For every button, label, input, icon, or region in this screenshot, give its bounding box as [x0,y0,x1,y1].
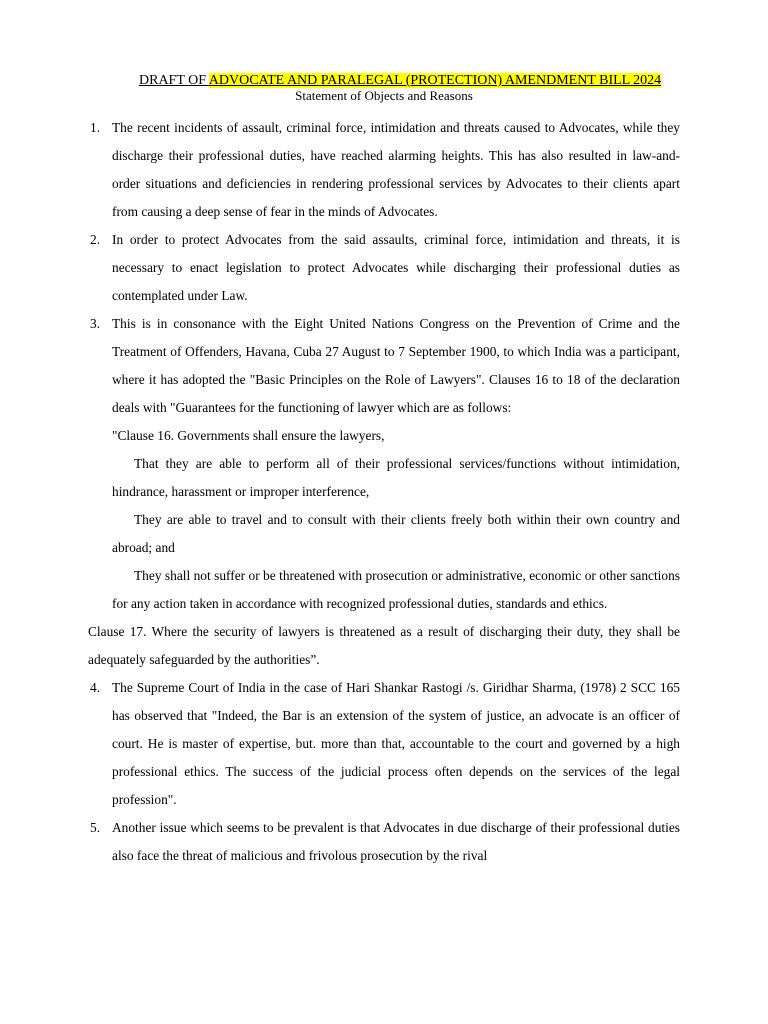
title-highlighted: ADVOCATE AND PARALEGAL (PROTECTION) AMENDMENT BILL 2024 [208,73,662,88]
clause-16-point: That they are able to perform all of their professional services/functions without intimidation, hindrance, harassment or improper interference, [112,456,680,499]
subtitle-text: Statement of Objects and Reasons [295,88,473,103]
clause-16-heading: "Clause 16. Governments shall ensure the lawyers, [112,428,385,443]
document-body [88,114,680,870]
item-text: This is in consonance with the Eight United Nations Congress on the Prevention of Crime and the Treatment of Offenders, Havana, Cuba 27 August to 7 September 1900, to which India was a participant, where it has adopted the "Basic Principles on the Role of Lawyers". Clauses 16 to 18 of the declaration deals with "Guarantees for the functioning of lawyer which are as follows: [112,316,680,415]
item-text: Another issue which seems to be prevalent is that Advocates in due discharge of their professional duties also face the threat of malicious and frivolous prosecution by the rival [112,820,680,863]
numbered-item-1 [88,114,680,226]
item-text: In order to protect Advocates from the said assaults, criminal force, intimidation and threats, it is necessary to enact legislation to protect Advocates while discharging their professional duties as contemplated under Law. [112,232,680,303]
item-number: 1. [90,120,101,135]
title-prefix: DRAFT OF [139,73,209,88]
document-title [139,72,661,89]
numbered-item-4 [88,674,680,814]
item-number: 3. [90,316,101,331]
item-number: 2. [90,232,101,247]
item-number: 5. [90,820,101,835]
clause-16-point: They are able to travel and to consult with their clients freely both within their own country and abroad; and [112,512,680,555]
item-text: The recent incidents of assault, criminal force, intimidation and threats caused to Advocates, while they discharge their professional duties, have reached alarming heights. This has also resulted in law-and-order situations and deficiencies in rendering professional services by Advocates to their clients apart from causing a deep sense of fear in the minds of Advocates. [112,120,680,219]
clause-16-point: They shall not suffer or be threatened with prosecution or administrative, economic or other sanctions for any action taken in accordance with recognized professional duties, standards and ethics. [112,568,680,611]
numbered-item-2 [88,226,680,310]
document-subtitle [0,88,768,104]
numbered-item-3 [88,310,680,422]
numbered-item-5 [88,814,680,870]
item-text: The Supreme Court of India in the case of Hari Shankar Rastogi /s. Giridhar Sharma, (1978) 2 SCC 165 has observed that "Indeed, the Bar is an extension of the system of justice, an advocate is an officer of court. He is master of expertise, but. more than that, accountable to the court and governed by a high professional ethics. The success of the judicial process often depends on the services of the legal profession". [112,680,680,807]
item-number: 4. [90,680,101,695]
clause-17: Clause 17. Where the security of lawyers is threatened as a result of discharging their duty, they shall be adequately safeguarded by the authorities”. [88,624,680,667]
